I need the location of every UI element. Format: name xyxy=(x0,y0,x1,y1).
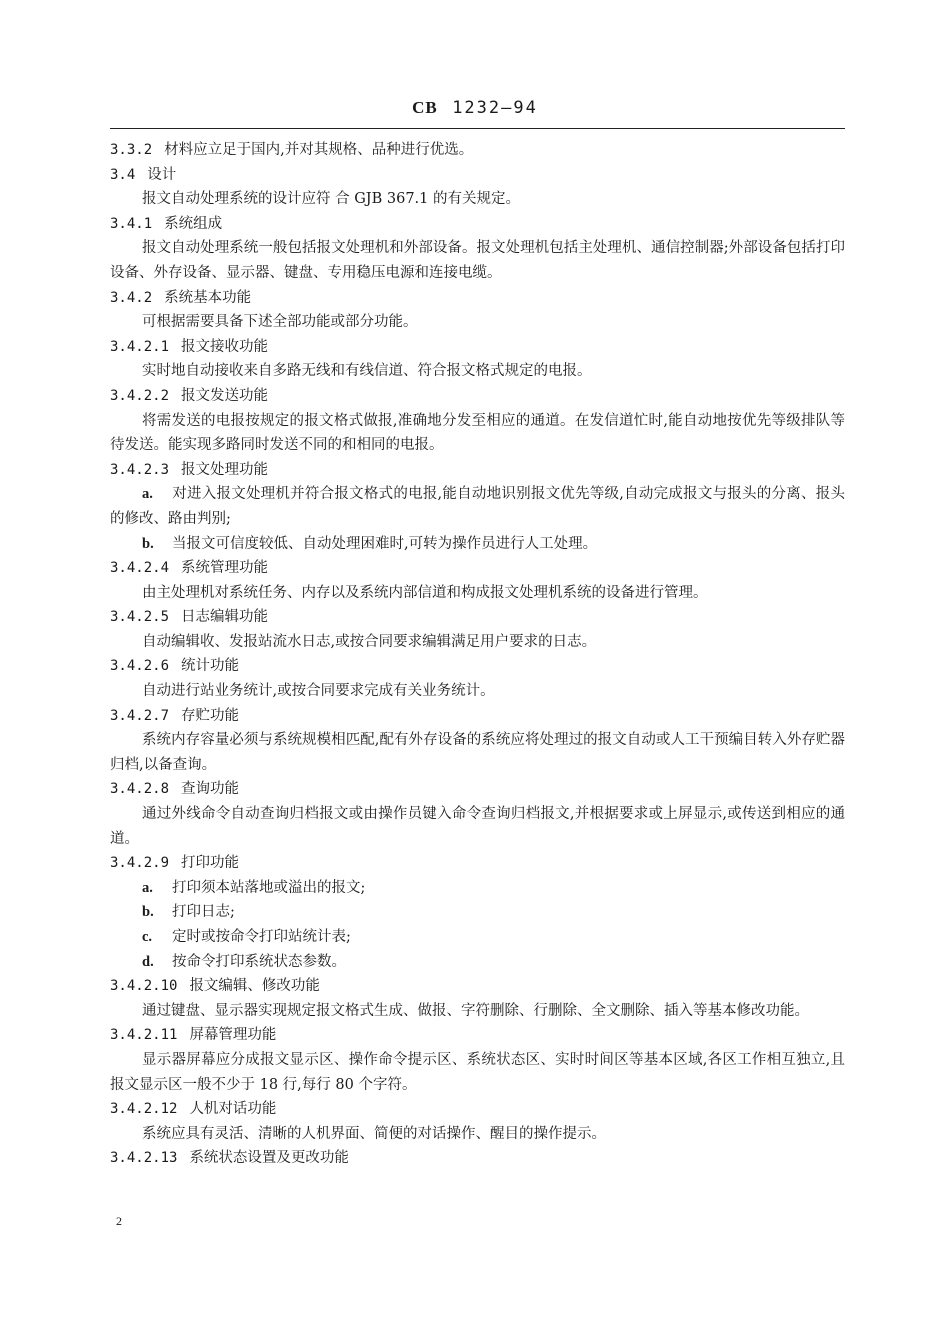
section-number: 3.4.2.11 xyxy=(110,1027,178,1044)
section-heading xyxy=(110,704,845,729)
section-number: 3.4.2.8 xyxy=(110,781,170,798)
paragraph: 自动编辑收、发报站流水日志,或按合同要求编辑满足用户要求的日志。 xyxy=(142,633,597,650)
list-text: 对进入报文处理机并符合报文格式的电报,能自动地识别报文优先等级,自动完成报文与报头的分离、报头的修改、路由判别; xyxy=(110,486,845,527)
list-marker: a. xyxy=(142,486,153,503)
paragraph: 由主处理机对系统任务、内存以及系统内部信道和构成报文处理机系统的设备进行管理。 xyxy=(142,584,708,601)
section-heading xyxy=(110,163,845,188)
section-number: 3.4.2.6 xyxy=(110,658,170,675)
section-title: 系统基本功能 xyxy=(164,289,252,306)
page-number: 2 xyxy=(116,1214,122,1228)
section-number: 3.4.2.7 xyxy=(110,707,170,724)
section-title: 查询功能 xyxy=(181,781,240,798)
list-marker: c. xyxy=(142,929,153,945)
section-number: 3.4.2.5 xyxy=(110,609,170,626)
section-number: 3.4.2.2 xyxy=(110,387,170,404)
document-body xyxy=(110,138,845,1171)
section-number: 3.4.2.9 xyxy=(110,855,170,872)
paragraph: 报文自动处理系统的设计应符 合 GJB 367.1 的有关规定。 xyxy=(142,191,520,208)
section-number: 3.4 xyxy=(110,166,136,183)
section-title: 日志编辑功能 xyxy=(181,609,269,626)
section-heading xyxy=(110,1146,845,1171)
section-title: 报文接收功能 xyxy=(181,338,269,355)
list-item xyxy=(110,532,845,557)
paragraph: 实时地自动接收来自多路无线和有线信道、符合报文格式规定的电报。 xyxy=(142,363,592,380)
section-title: 屏幕管理功能 xyxy=(189,1027,277,1044)
section-heading xyxy=(110,138,845,163)
section-title: 设计 xyxy=(147,166,177,183)
section-heading xyxy=(110,556,845,581)
section-title: 材料应立足于国内,并对其规格、品种进行优选。 xyxy=(164,142,474,158)
list-item xyxy=(110,482,845,531)
paragraph: 系统内存容量必须与系统规模相匹配,配有外存设备的系统应将处理过的报文自动或人工干预编目转入外存贮器归档,以备查询。 xyxy=(110,732,845,773)
section-heading xyxy=(110,605,845,630)
list-text: 打印日志; xyxy=(172,904,235,921)
list-marker: a. xyxy=(142,879,153,896)
list-text: 当报文可信度较低、自动处理困难时,可转为操作员进行人工处理。 xyxy=(172,535,598,552)
list-text: 定时或按命令打印站统计表; xyxy=(172,929,351,945)
section-heading xyxy=(110,974,845,999)
section-title: 系统状态设置及更改功能 xyxy=(189,1150,349,1167)
list-item xyxy=(110,900,845,925)
section-title: 系统组成 xyxy=(164,215,223,232)
list-text: 打印须本站落地或溢出的报文; xyxy=(172,879,366,896)
section-heading xyxy=(110,458,845,483)
paragraph: 将需发送的电报按规定的报文格式做报,准确地分发至相应的通道。在发信道忙时,能自动地按优先等级排队等待发送。能实现多路同时发送不同的和相同的电报。 xyxy=(110,412,845,454)
paragraph: 通过键盘、显示器实现规定报文格式生成、做报、字符删除、行删除、全文删除、插入等基本修改功能。 xyxy=(142,1002,809,1019)
section-number: 3.4.2 xyxy=(110,289,153,306)
list-item xyxy=(110,950,845,975)
section-title: 报文处理功能 xyxy=(181,461,269,478)
section-heading xyxy=(110,851,845,876)
section-heading xyxy=(110,777,845,802)
list-text: 按命令打印系统状态参数。 xyxy=(172,953,346,970)
section-number: 3.4.1 xyxy=(110,215,153,232)
paragraph: 可根据需要具备下述全部功能或部分功能。 xyxy=(142,314,418,331)
section-number: 3.3.2 xyxy=(110,142,153,158)
list-item xyxy=(110,876,845,901)
section-number: 3.4.2.13 xyxy=(110,1150,178,1167)
section-title: 系统管理功能 xyxy=(181,560,269,577)
section-number: 3.4.2.12 xyxy=(110,1101,178,1118)
section-title: 报文发送功能 xyxy=(181,387,269,404)
list-item xyxy=(110,925,845,950)
list-marker: b. xyxy=(142,535,154,552)
section-number: 3.4.2.10 xyxy=(110,978,178,995)
paragraph: 自动进行站业务统计,或按合同要求完成有关业务统计。 xyxy=(142,683,495,700)
section-number: 3.4.2.1 xyxy=(110,338,170,355)
header-rule xyxy=(110,128,845,129)
list-marker: b. xyxy=(142,904,154,921)
paragraph: 显示器屏幕应分成报文显示区、操作命令提示区、系统状态区、实时时间区等基本区域,各区工作相互独立,且报文显示区一般不少于 18 行,每行 80 个字符。 xyxy=(110,1051,845,1093)
list-marker: d. xyxy=(142,953,154,970)
section-heading xyxy=(110,212,845,237)
standard-prefix: CB xyxy=(412,98,438,117)
paragraph: 通过外线命令自动查询归档报文或由操作员键入命令查询归档报文,并根据要求或上屏显示,或传送到相应的通道。 xyxy=(110,806,845,847)
section-title: 报文编辑、修改功能 xyxy=(189,978,320,995)
section-heading xyxy=(110,335,845,360)
section-heading xyxy=(110,384,845,409)
section-number: 3.4.2.3 xyxy=(110,461,170,478)
section-heading xyxy=(110,1097,845,1122)
paragraph: 系统应具有灵活、清晰的人机界面、简便的对话操作、醒目的操作提示。 xyxy=(142,1125,606,1142)
section-number: 3.4.2.4 xyxy=(110,560,170,577)
page-header xyxy=(0,98,950,118)
paragraph: 报文自动处理系统一般包括报文处理机和外部设备。报文处理机包括主处理机、通信控制器;外部设备包括打印设备、外存设备、显示器、键盘、专用稳压电源和连接电缆。 xyxy=(110,240,845,281)
standard-code: 1232—94 xyxy=(452,98,538,118)
section-heading xyxy=(110,1023,845,1048)
section-heading xyxy=(110,654,845,679)
section-title: 统计功能 xyxy=(181,658,240,675)
section-title: 存贮功能 xyxy=(181,707,240,724)
section-title: 人机对话功能 xyxy=(189,1101,277,1118)
section-title: 打印功能 xyxy=(181,855,240,872)
section-heading xyxy=(110,286,845,311)
